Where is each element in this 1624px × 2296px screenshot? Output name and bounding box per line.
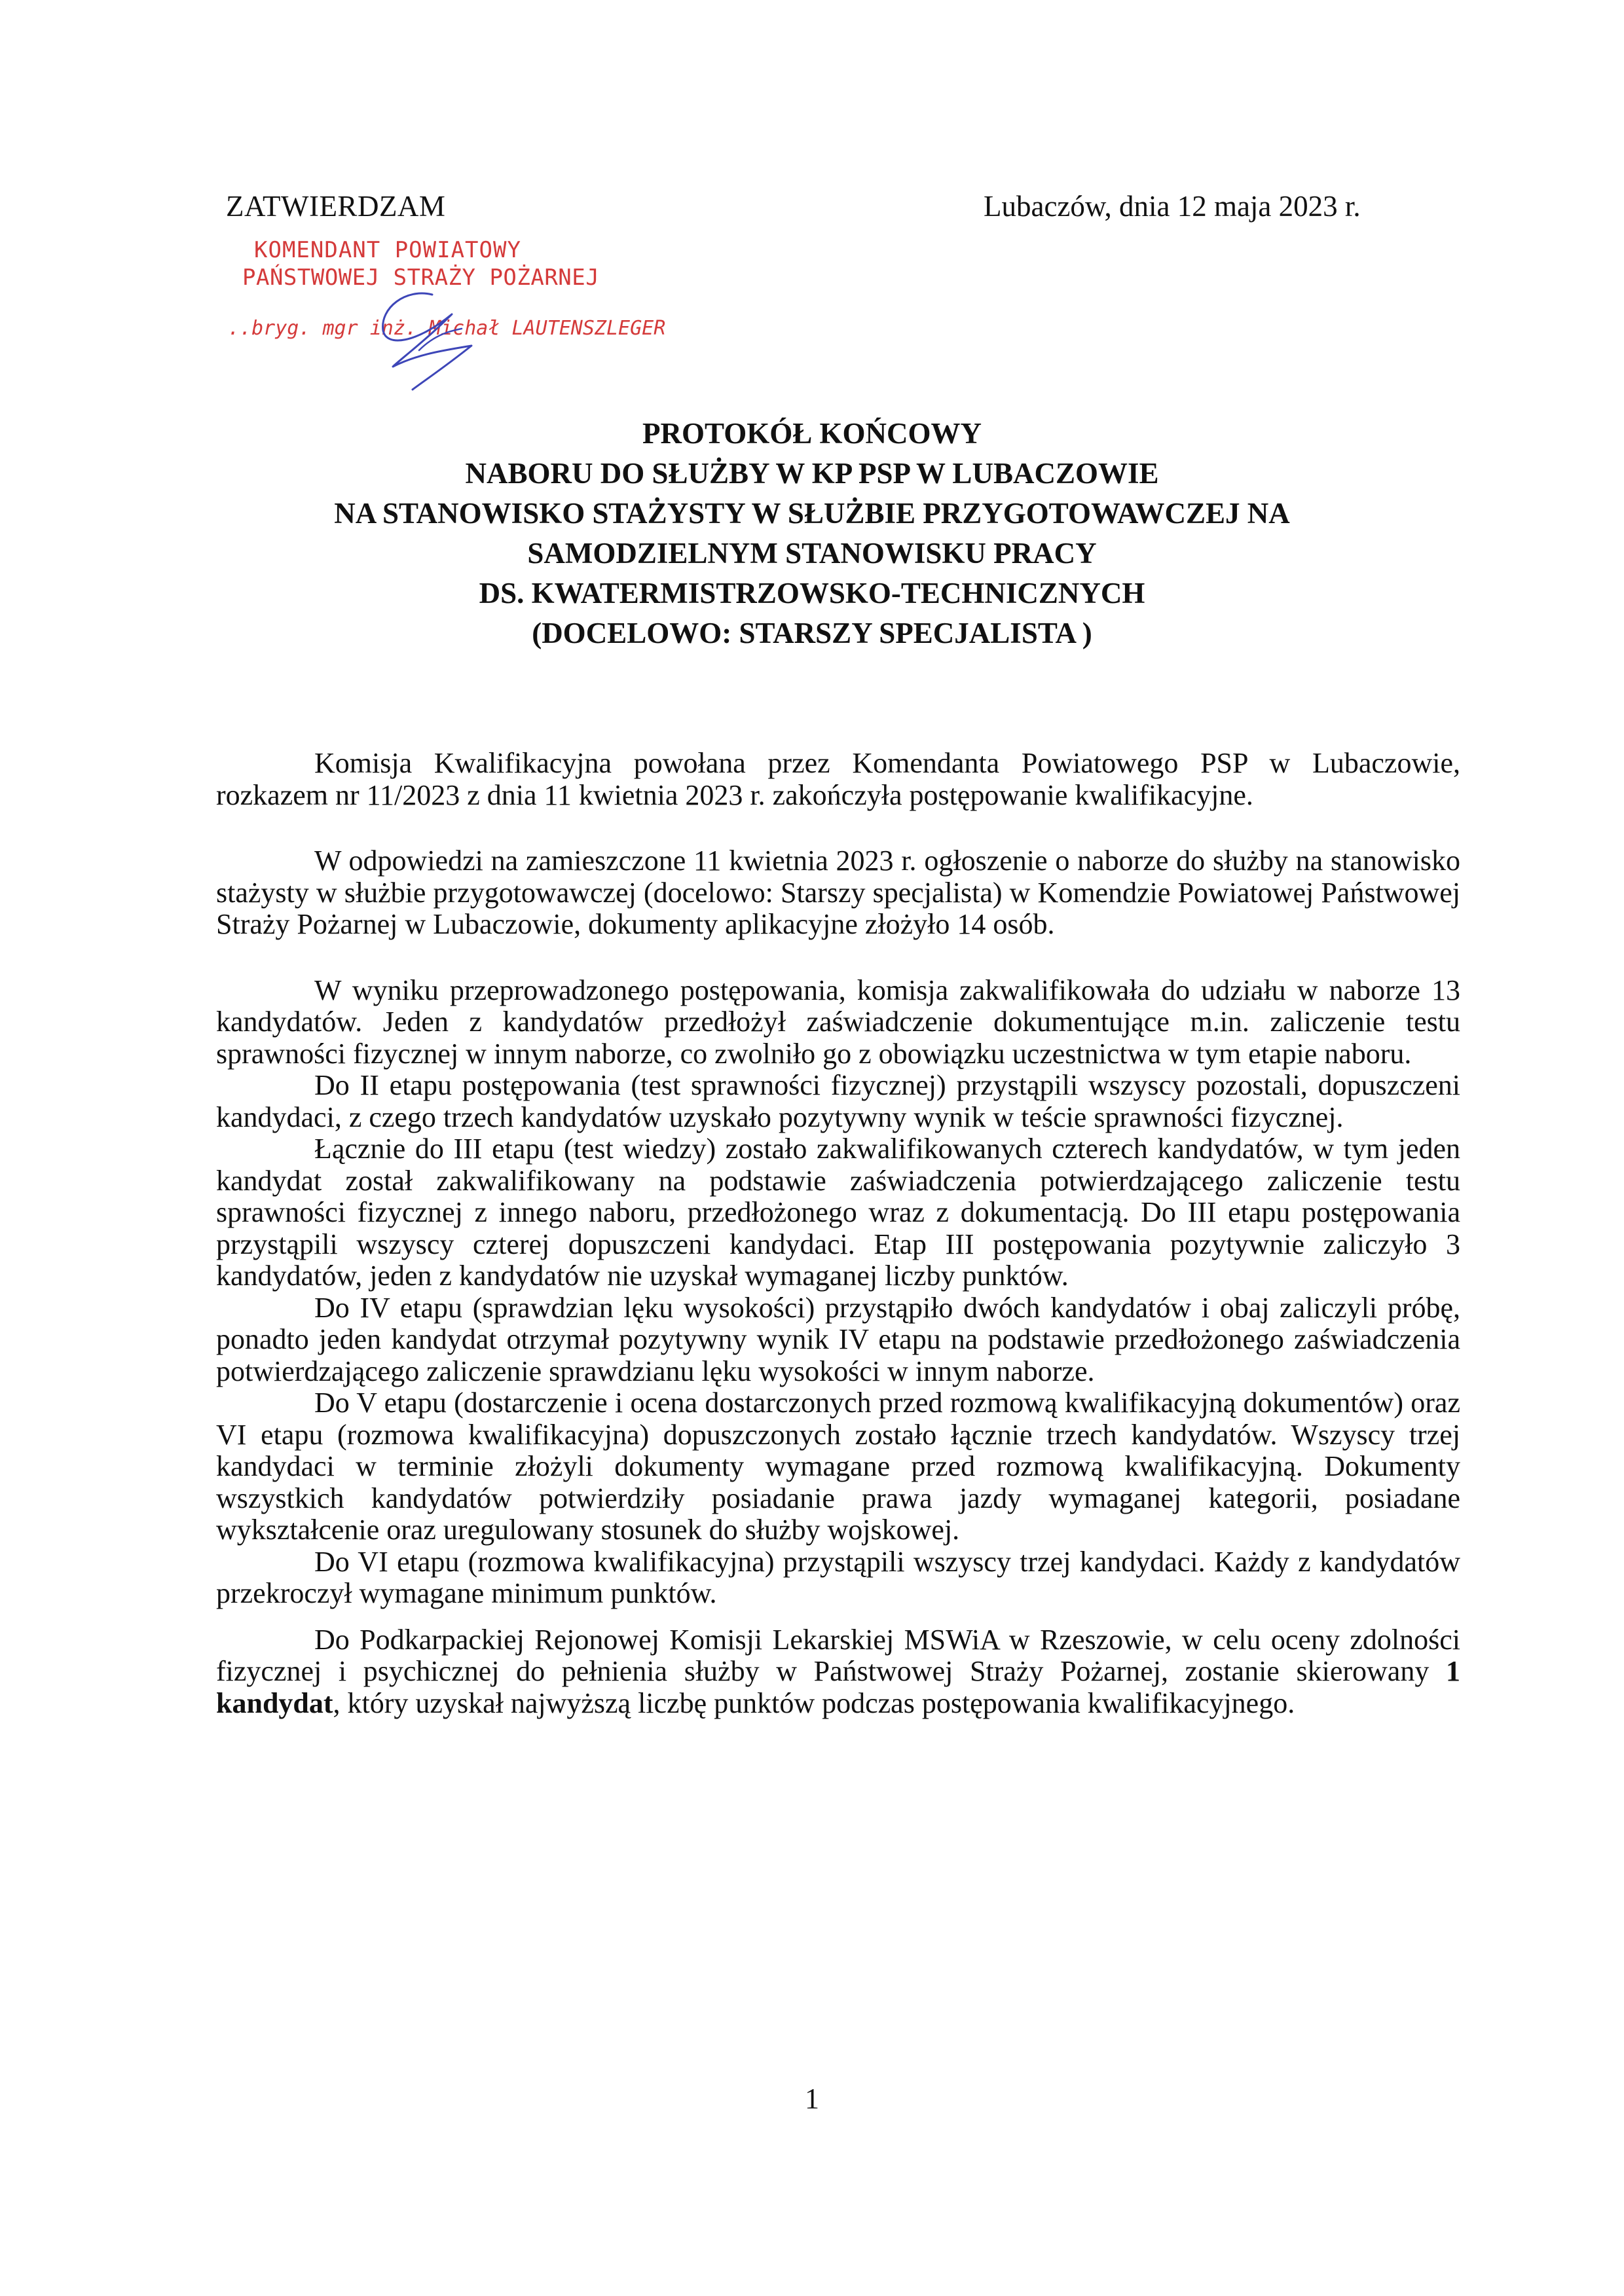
stamp-line-3: ..bryg. mgr inż. Michał LAUTENSZLEGER: [228, 317, 666, 340]
paragraph-stage-3: Łącznie do III etapu (test wiedzy) zostało zakwalifikowanych czterech kandydatów, w tym jeden kandydat został zakwalifikowany na podstawie zaświadczenia potwierdzającego zaliczenie testu sprawności fizycznej z innego naboru, przedłożonego wraz z dokumentacją. Do III etapu postępowania przystąpili wszyscy czterej dopuszczeni kandydaci. Etap III postępowania pozytywnie zaliczyło 3 kandydatów, jeden z kandydatów nie uzyskał wymaganej liczby punktów.: [216, 1133, 1460, 1292]
medical-text-start: Do Podkarpackiej Rejonowej Komisji Lekarskiej MSWiA w Rzeszowie, w celu oceny zdolności fizycznej i psychicznej do pełnienia służby w Państwowej Straży Pożarnej, zostanie skierowany: [216, 1623, 1460, 1687]
paragraph-commission: Komisja Kwalifikacyjna powołana przez Komendanta Powiatowego PSP w Lubaczowie, rozkazem nr 11/2023 z dnia 11 kwietnia 2023 r. zakończyła postępowanie kwalifikacyjne.: [216, 747, 1460, 811]
page-number: 1: [805, 2083, 819, 2115]
document-title: [0, 414, 1624, 653]
place-and-date: Lubaczów, dnia 12 maja 2023 r.: [984, 190, 1361, 223]
candidate-count: 1 kandydat: [216, 1655, 1460, 1719]
title-line-2: NABORU DO SŁUŻBY W KP PSP W LUBACZOWIE: [465, 457, 1159, 490]
title-line-6: (DOCELOWO: STARSZY SPECJALISTA ): [532, 617, 1092, 649]
paragraph-medical-commission: [216, 1624, 1460, 1720]
paragraph-stage-4: Do IV etapu (sprawdzian lęku wysokości) przystąpiło dwóch kandydatów i obaj zaliczyli próbę, ponadto jeden kandydat otrzymał pozytywny wynik IV etapu na podstawie przedłożonego zaświadczenia potwierdzającego zaliczenie sprawdzianu lęku wysokości w innym naborze.: [216, 1291, 1460, 1387]
medical-text-end: , który uzyskał najwyższą liczbę punktów podczas postępowania kwalifikacyjnego.: [333, 1686, 1295, 1719]
protocol-body: [216, 748, 1460, 1719]
approval-heading: ZATWIERDZAM: [226, 190, 446, 223]
title-line-3: NA STANOWISKO STAŻYSTY W SŁUŻBIE PRZYGOTOWAWCZEJ NA: [334, 497, 1290, 530]
handwritten-signature: [354, 268, 498, 393]
paragraph-stage-6: Do VI etapu (rozmowa kwalifikacyjna) przystąpili wszyscy trzej kandydaci. Każdy z kandydatów przekroczył wymagane minimum punktów.: [216, 1545, 1460, 1609]
paragraph-stage-5-6: Do V etapu (dostarczenie i ocena dostarczonych przed rozmową kwalifikacyjną dokumentów) oraz VI etapu (rozmowa kwalifikacyjna) dopuszczonych zostało łącznie trzech kandydatów. Wszyscy trzej kandydaci w terminie złożyli dokumenty wymagane przed rozmową kwalifikacyjną. Dokumenty wszystkich kandydatów potwierdziły posiadanie prawa jazdy wymaganej kategorii, posiadane wykształcenie oraz uregulowany stosunek do służby wojskowej.: [216, 1387, 1460, 1546]
title-line-1: PROTOKÓŁ KOŃCOWY: [642, 417, 982, 450]
paragraph-applications: W odpowiedzi na zamieszczone 11 kwietnia 2023 r. ogłoszenie o naborze do służby na stanowisko stażysty w służbie przygotowawczej (docelowo: Starszy specjalista) w Komendzie Powiatowej Państwowej Straży Pożarnej w Lubaczowie, dokumenty aplikacyjne złożyło 14 osób.: [216, 845, 1460, 940]
stamp-line-1: KOMENDANT POWIATOWY: [254, 237, 521, 263]
title-line-4: SAMODZIELNYM STANOWISKU PRACY: [527, 537, 1097, 570]
paragraph-stage-2: Do II etapu postępowania (test sprawności fizycznej) przystąpili wszyscy pozostali, dopuszczeni kandydaci, z czego trzech kandydatów uzyskało pozytywny wynik w teście sprawności fizycznej.: [216, 1069, 1460, 1133]
stamp-line-2: PAŃSTWOWEJ STRAŻY POŻARNEJ: [242, 264, 600, 291]
paragraph-qualification: W wyniku przeprowadzonego postępowania, komisja zakwalifikowała do udziału w naborze 13 kandydatów. Jeden z kandydatów przedłożył zaświadczenie dokumentujące m.in. zaliczenie testu sprawności fizycznej w innym naborze, co zwolniło go z obowiązku uczestnictwa w tym etapie naboru.: [216, 974, 1460, 1070]
title-line-5: DS. KWATERMISTRZOWSKO-TECHNICZNYCH: [479, 577, 1145, 610]
